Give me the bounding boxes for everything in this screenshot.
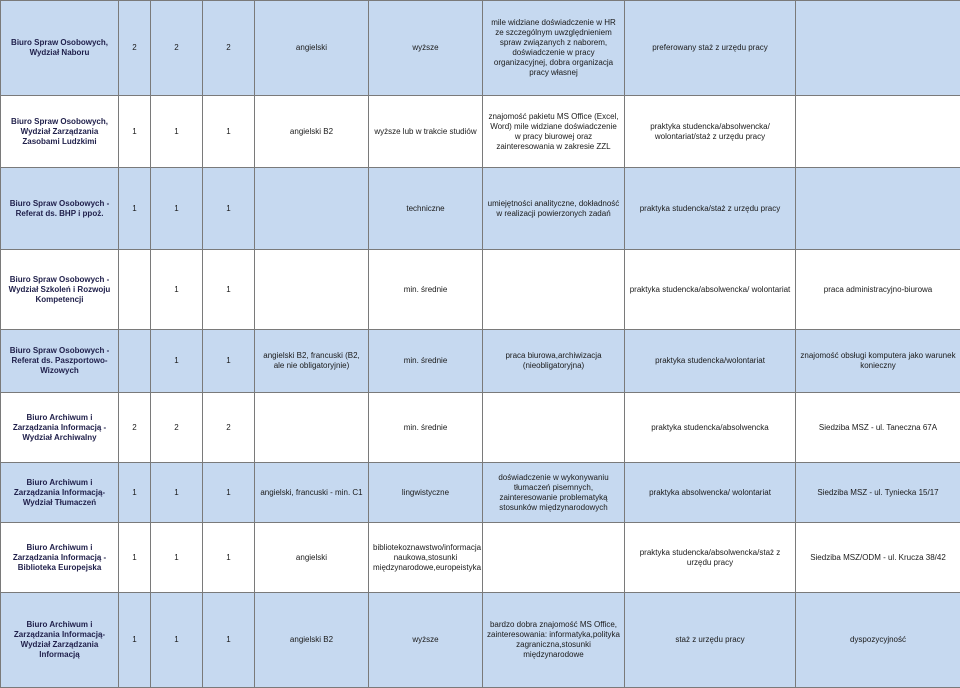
cell-n2: 1 (151, 96, 203, 168)
cell-n2: 1 (151, 330, 203, 393)
cell-umiejetnosci: umiejętności analityczne, dokładność w realizacji powierzonych zadań (483, 168, 625, 250)
cell-umiejetnosci: doświadczenie w wykonywaniu tłumaczeń pisemnych, zainteresowanie problematyką stosunków międzynarodowych (483, 463, 625, 523)
cell-wyksztalcenie: wyższe (369, 1, 483, 96)
cell-doswiadczenie: praktyka absolwencka/ wolontariat (625, 463, 796, 523)
cell-unit: Biuro Spraw Osobowych - Wydział Szkoleń i Rozwoju Kompetencji (1, 250, 119, 330)
cell-n1: 2 (119, 393, 151, 463)
cell-doswiadczenie: praktyka studencka/absolwencka/staż z urzędu pracy (625, 523, 796, 593)
cell-jezyk (255, 250, 369, 330)
cell-wyksztalcenie: min. średnie (369, 250, 483, 330)
cell-umiejetnosci: znajomość pakietu MS Office (Excel, Word) mile widziane doświadczenie w pracy biurowej oraz zainteresowania w zakresie ZZL (483, 96, 625, 168)
cell-umiejetnosci: praca biurowa,archiwizacja (nieobligatoryjna) (483, 330, 625, 393)
cell-uwagi: Siedziba MSZ - ul. Tyniecka 15/17 (796, 463, 960, 523)
table-row (1, 393, 960, 463)
cell-n3: 1 (203, 96, 255, 168)
cell-unit: Biuro Archiwum i Zarządzania Informacją- Wydział Tłumaczeń (1, 463, 119, 523)
cell-doswiadczenie: preferowany staż z urzędu pracy (625, 1, 796, 96)
cell-jezyk (255, 393, 369, 463)
table-row (1, 250, 960, 330)
cell-uwagi: Siedziba MSZ - ul. Taneczna 67A (796, 393, 960, 463)
cell-unit: Biuro Archiwum i Zarządzania Informacją- Wydział Zarządzania Informacją (1, 593, 119, 688)
cell-n3: 1 (203, 168, 255, 250)
cell-wyksztalcenie: wyższe lub w trakcie studiów (369, 96, 483, 168)
table-row (1, 330, 960, 393)
cell-n2: 1 (151, 523, 203, 593)
cell-n3: 1 (203, 523, 255, 593)
cell-doswiadczenie: praktyka studencka/absolwencka/ wolontariat (625, 250, 796, 330)
cell-umiejetnosci: mile widziane doświadczenie w HR ze szczególnym uwzględnieniem spraw związanych z naborem, doświadczenie w pracy organizacyjnej, dobra organizacja pracy własnej (483, 1, 625, 96)
cell-umiejetnosci (483, 523, 625, 593)
cell-n1: 1 (119, 96, 151, 168)
cell-jezyk: angielski (255, 1, 369, 96)
cell-doswiadczenie: staż z urzędu pracy (625, 593, 796, 688)
cell-n1 (119, 250, 151, 330)
table-row (1, 463, 960, 523)
cell-wyksztalcenie: lingwistyczne (369, 463, 483, 523)
cell-jezyk: angielski B2, francuski (B2, ale nie obligatoryjnie) (255, 330, 369, 393)
cell-n2: 1 (151, 463, 203, 523)
cell-uwagi (796, 168, 960, 250)
cell-n1: 1 (119, 523, 151, 593)
cell-umiejetnosci: bardzo dobra znajomość MS Office, zainteresowania: informatyka,polityka zagraniczna,stosunki międzynarodowe (483, 593, 625, 688)
cell-unit: Biuro Archiwum i Zarządzania Informacją - Wydział Archiwalny (1, 393, 119, 463)
cell-uwagi: praca administracyjno-biurowa (796, 250, 960, 330)
cell-uwagi: dyspozycyjność (796, 593, 960, 688)
cell-wyksztalcenie: min. średnie (369, 330, 483, 393)
cell-n1 (119, 330, 151, 393)
cell-unit: Biuro Spraw Osobowych - Referat ds. BHP i ppoż. (1, 168, 119, 250)
cell-wyksztalcenie: techniczne (369, 168, 483, 250)
cell-n3: 1 (203, 593, 255, 688)
cell-unit: Biuro Spraw Osobowych, Wydział Naboru (1, 1, 119, 96)
cell-n2: 1 (151, 168, 203, 250)
cell-umiejetnosci (483, 250, 625, 330)
table-row (1, 593, 960, 688)
cell-n2: 1 (151, 593, 203, 688)
cell-n3: 1 (203, 250, 255, 330)
cell-n2: 1 (151, 250, 203, 330)
cell-n3: 1 (203, 463, 255, 523)
cell-doswiadczenie: praktyka studencka/wolontariat (625, 330, 796, 393)
table-row (1, 96, 960, 168)
cell-n3: 2 (203, 393, 255, 463)
cell-wyksztalcenie: min. średnie (369, 393, 483, 463)
table-row (1, 1, 960, 96)
cell-uwagi (796, 1, 960, 96)
cell-wyksztalcenie: wyższe (369, 593, 483, 688)
cell-n1: 1 (119, 593, 151, 688)
cell-jezyk: angielski B2 (255, 96, 369, 168)
cell-uwagi: znajomość obsługi komputera jako warunek konieczny (796, 330, 960, 393)
cell-n3: 2 (203, 1, 255, 96)
cell-unit: Biuro Archiwum i Zarządzania Informacją - Biblioteka Europejska (1, 523, 119, 593)
cell-doswiadczenie: praktyka studencka/absolwencka (625, 393, 796, 463)
cell-uwagi (796, 96, 960, 168)
cell-unit: Biuro Spraw Osobowych, Wydział Zarządzania Zasobami Ludzkimi (1, 96, 119, 168)
cell-n2: 2 (151, 1, 203, 96)
cell-jezyk: angielski, francuski - min. C1 (255, 463, 369, 523)
cell-jezyk (255, 168, 369, 250)
cell-n1: 1 (119, 463, 151, 523)
cell-n2: 2 (151, 393, 203, 463)
cell-n1: 1 (119, 168, 151, 250)
cell-wyksztalcenie: bibliotekoznawstwo/informacja naukowa,stosunki międzynarodowe,europeistyka (369, 523, 483, 593)
table-row (1, 523, 960, 593)
cell-n1: 2 (119, 1, 151, 96)
cell-n3: 1 (203, 330, 255, 393)
cell-uwagi: Siedziba MSZ/ODM - ul. Krucza 38/42 (796, 523, 960, 593)
cell-jezyk: angielski (255, 523, 369, 593)
cell-umiejetnosci (483, 393, 625, 463)
cell-doswiadczenie: praktyka studencka/staż z urzędu pracy (625, 168, 796, 250)
table-row (1, 168, 960, 250)
cell-unit: Biuro Spraw Osobowych - Referat ds. Paszportowo-Wizowych (1, 330, 119, 393)
cell-doswiadczenie: praktyka studencka/absolwencka/ wolontariat/staż z urzędu pracy (625, 96, 796, 168)
cell-jezyk: angielski B2 (255, 593, 369, 688)
